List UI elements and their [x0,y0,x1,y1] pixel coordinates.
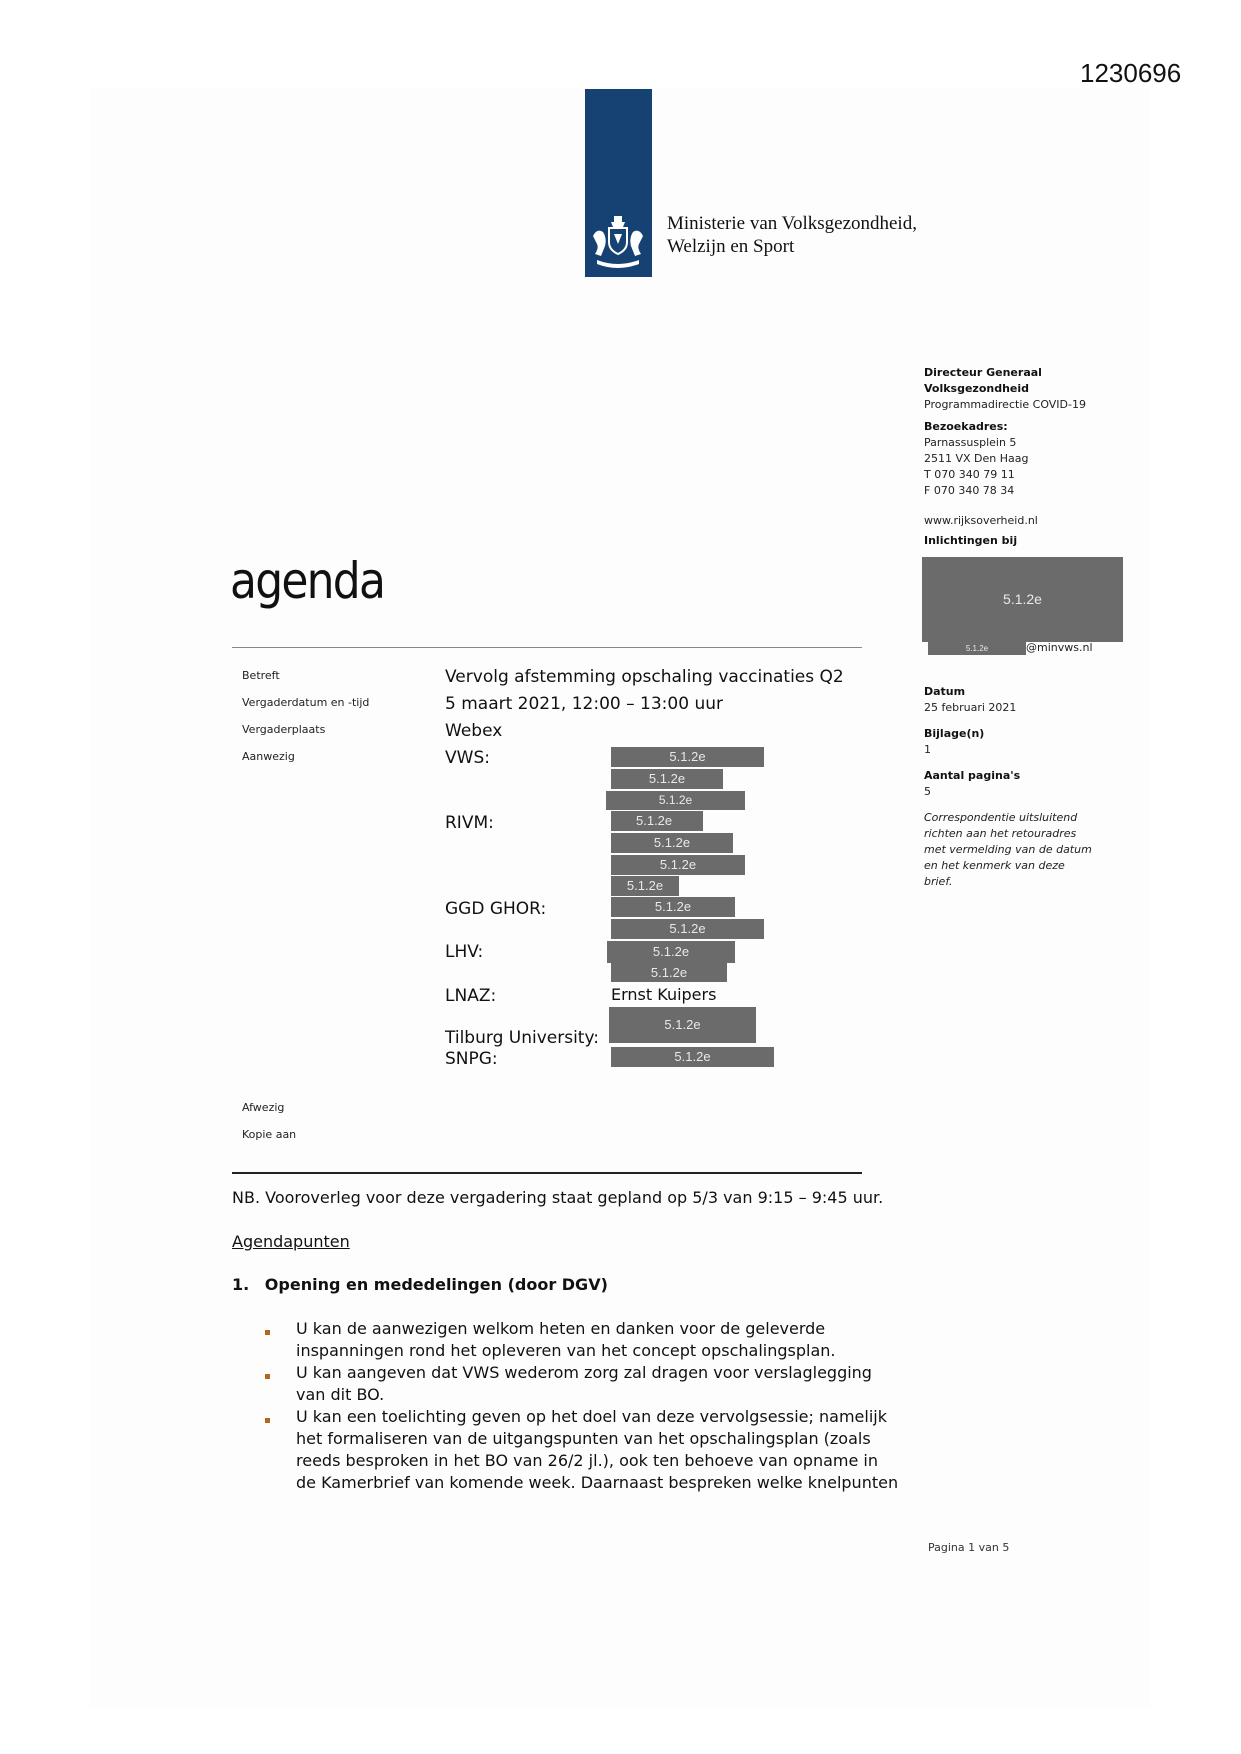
document-details [924,684,1092,890]
pre-meeting-note: NB. Vooroverleg voor deze vergadering staat gepland op 5/3 van 9:15 – 9:45 uur. [232,1188,884,1207]
lnaz-attendee-name: Ernst Kuipers [611,985,717,1004]
org-snpg: SNPG: [445,1049,498,1069]
correspondence-note-line: met vermelding van de datum [924,843,1092,856]
bullet-line: het formaliseren van de uitgangspunten van het opschalingsplan (zoals [296,1429,871,1448]
document-id: 1230696 [1080,58,1182,88]
attendee-redaction: 5.1.2e [611,855,745,875]
sender-block [924,365,1086,549]
correspondence-note-line: en het kenmerk van deze [924,859,1065,872]
contact-redaction: 5.1.2e [922,557,1123,642]
org-lnaz: LNAZ: [445,986,497,1006]
pages-label: Aantal pagina's [924,769,1021,782]
bullet-icon [265,1374,270,1379]
attendee-redaction: 5.1.2e [611,833,733,853]
department-line1: Directeur Generaal [924,366,1042,379]
rijksoverheid-crest-icon [589,214,647,270]
email-redaction: 5.1.2e [928,642,1026,655]
correspondence-note-line: brief. [924,875,953,888]
attachments-value: 1 [924,743,931,756]
agenda-item-bullet [296,1406,898,1494]
department-line2: Volksgezondheid [924,382,1030,395]
street: Parnassusplein 5 [924,436,1017,449]
bullet-line: inspanningen rond het opleveren van het concept opschalingsplan. [296,1341,836,1360]
date-value: 25 februari 2021 [924,701,1017,714]
subject-value: Vervolg afstemming opschaling vaccinaties Q2 [445,667,844,687]
page-number: Pagina 1 van 5 [928,1541,1010,1554]
org-ggd-ghor: GGD GHOR: [445,899,547,919]
present-label: Aanwezig [242,750,295,763]
attendee-redaction: 5.1.2e [611,1047,774,1067]
attendee-redaction: 5.1.2e [611,919,764,939]
datetime-value: 5 maart 2021, 12:00 – 13:00 uur [445,694,723,714]
agenda-heading: Agendapunten [232,1232,350,1251]
datetime-label: Vergaderdatum en -tijd [242,696,370,709]
agenda-item-bullet [296,1362,872,1406]
agenda-item-1 [232,1274,608,1296]
location-label: Vergaderplaats [242,723,326,736]
attendee-redaction: 5.1.2e [609,1007,756,1043]
bullet-line: reeds besproken in het BO van 26/2 jl.), ook ten behoeve van opname in [296,1451,878,1470]
department-line3: Programmadirectie COVID-19 [924,398,1086,411]
attendee-redaction: 5.1.2e [611,897,735,917]
ministry-name [667,212,917,258]
visit-address-label: Bezoekadres: [924,420,1008,433]
attendee-redaction: 5.1.2e [611,811,703,831]
org-lhv: LHV: [445,942,484,962]
attendee-redaction: 5.1.2e [611,963,727,982]
org-rivm: RIVM: [445,813,494,833]
bullet-line: de Kamerbrief van komende week. Daarnaast bespreken welke knelpunten [296,1473,899,1492]
date-label: Datum [924,685,966,698]
copy-label: Kopie aan [242,1128,297,1141]
agenda-item-bullet [296,1318,835,1362]
org-tilburg-university: Tilburg University: [445,1028,600,1048]
ministry-name-line2: Welzijn en Sport [667,236,795,257]
location-value: Webex [445,721,503,741]
bullet-line: van dit BO. [296,1385,385,1404]
pages-value: 5 [924,785,931,798]
phone: T 070 340 79 11 [924,468,1015,481]
subject-label: Betreft [242,669,280,682]
bullet-line: U kan een toelichting geven op het doel van deze vervolgsessie; namelijk [296,1407,887,1426]
contact-label: Inlichtingen bij [924,534,1018,547]
attachments-label: Bijlage(n) [924,727,985,740]
correspondence-note-line: Correspondentie uitsluitend [924,811,1078,824]
absent-label: Afwezig [242,1101,285,1114]
bullet-line: U kan de aanwezigen welkom heten en danken voor de geleverde [296,1319,826,1338]
bullet-icon [265,1418,270,1423]
attendee-redaction: 5.1.2e [611,876,679,896]
meta-divider [232,1172,862,1174]
correspondence-note-line: richten aan het retouradres [924,827,1077,840]
title-divider [232,647,862,648]
fax: F 070 340 78 34 [924,484,1015,497]
attendee-redaction: 5.1.2e [607,941,735,963]
agenda-item-number: 1. [232,1275,250,1294]
bullet-line: U kan aangeven dat VWS wederom zorg zal dragen voor verslaglegging [296,1363,872,1382]
attendee-redaction: 5.1.2e [611,769,723,789]
agenda-item-title: Opening en mededelingen (door DGV) [264,1275,608,1294]
postal-city: 2511 VX Den Haag [924,452,1029,465]
org-vws: VWS: [445,748,490,768]
website-link[interactable]: www.rijksoverheid.nl [924,514,1038,527]
bullet-icon [265,1330,270,1335]
email-domain: @minvws.nl [1026,641,1093,654]
attendee-redaction: 5.1.2e [611,747,764,767]
page-title: agenda [230,552,385,610]
attendee-redaction: 5.1.2e [606,791,745,810]
ministry-name-line1: Ministerie van Volksgezondheid, [667,213,917,234]
